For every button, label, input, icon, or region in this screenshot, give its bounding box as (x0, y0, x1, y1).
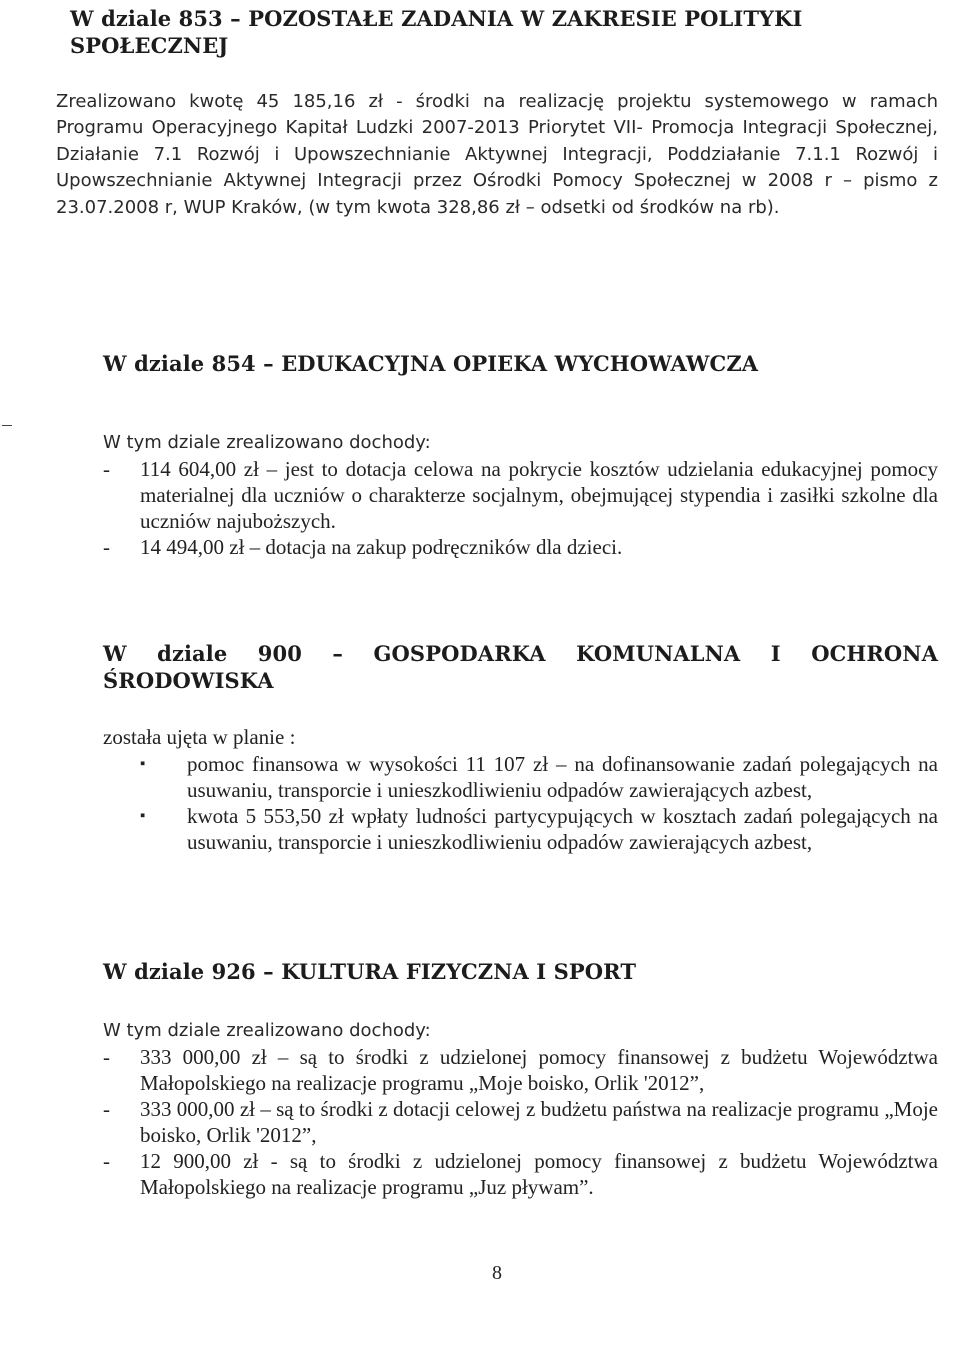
section-853-paragraph: Zrealizowano kwotę 45 185,16 zł - środki na realizację projektu systemowego w ramach Programu Operacyjnego Kapitał Ludzki 2007-2013 Priorytet VII- Promocja Integracji Społecznej, Działanie 7.1 Rozwój i Upowszechnianie Aktywnej Integracji, Poddziałanie 7.1.1 Rozwój i Upowszechnianie Aktywnej Integracji przez Ośrodki Pomocy Społecznej w 2008 r – pismo z 23.07.2008 r, WUP Kraków, (w tym kwota 328,86 zł – odsetki od środków na rb). (56, 91, 938, 218)
list-item (103, 456, 938, 534)
list-item-text: 14 494,00 zł – dotacja na zakup podręczników dla dzieci. (140, 535, 623, 559)
list-item (140, 803, 938, 855)
section-900-intro: została ujęta w planie : (103, 725, 296, 749)
section-926-heading: W dziale 926 – KULTURA FIZYCZNA I SPORT (103, 959, 637, 984)
list-item-text: 114 604,00 zł – jest to dotacja celowa na pokrycie kosztów udzielania edukacyjnej pomocy materialnej dla uczniów o charakterze socjalnym, obejmującej stypendia i zasiłki szkolne dla uczniów najuboższych. (140, 457, 938, 533)
dash-marker: - (103, 457, 110, 481)
margin-mark (2, 425, 12, 426)
section-854-heading: W dziale 854 – EDUKACYJNA OPIEKA WYCHOWAWCZA (103, 351, 759, 376)
section-853-heading: W dziale 853 – POZOSTAŁE ZADANIA W ZAKRESIE POLITYKI SPOŁECZNEJ (70, 6, 803, 58)
section-854-intro: W tym dziale zrealizowano dochody: (103, 432, 431, 453)
section-900-heading-line1: W dziale 900 – GOSPODARKA KOMUNALNA I OCHRONA (103, 641, 938, 666)
list-item-text: kwota 5 553,50 zł wpłaty ludności partycypujących w kosztach zadań polegających na usuwaniu, transporcie i unieszkodliwieniu odpadów zawierających azbest, (187, 804, 938, 854)
square-bullet-icon: ▪ (140, 808, 146, 824)
list-item (103, 534, 938, 560)
section-900-heading (103, 640, 938, 694)
dash-marker: - (103, 535, 110, 559)
list-item (103, 1096, 938, 1148)
list-item-text: 333 000,00 zł – są to środki z udzielonej pomocy finansowej z budżetu Województwa Małopolskiego na realizacje programu „Moje boisko, Orlik '2012”, (140, 1045, 938, 1095)
list-item (103, 1148, 938, 1200)
section-926-list (103, 1044, 938, 1200)
dash-marker: - (103, 1097, 110, 1121)
section-900-list (140, 751, 938, 855)
section-900-heading-line2: ŚRODOWISKA (103, 668, 274, 693)
list-item (140, 751, 938, 803)
list-item (103, 1044, 938, 1096)
dash-marker: - (103, 1149, 110, 1173)
section-926-intro: W tym dziale zrealizowano dochody: (103, 1020, 431, 1041)
list-item-text: pomoc finansowa w wysokości 11 107 zł – na dofinansowanie zadań polegających na usuwaniu, transporcie i unieszkodliwieniu odpadów zawierających azbest, (187, 752, 938, 802)
square-bullet-icon: ▪ (140, 756, 146, 772)
page-number: 8 (492, 1262, 502, 1284)
dash-marker: - (103, 1045, 110, 1069)
section-854-list (103, 456, 938, 560)
list-item-text: 333 000,00 zł – są to środki z dotacji celowej z budżetu państwa na realizacje programu „Moje boisko, Orlik '2012”, (140, 1097, 938, 1147)
list-item-text: 12 900,00 zł - są to środki z udzielonej pomocy finansowej z budżetu Województwa Małopolskiego na realizacje programu „Juz pływam”. (140, 1149, 938, 1199)
